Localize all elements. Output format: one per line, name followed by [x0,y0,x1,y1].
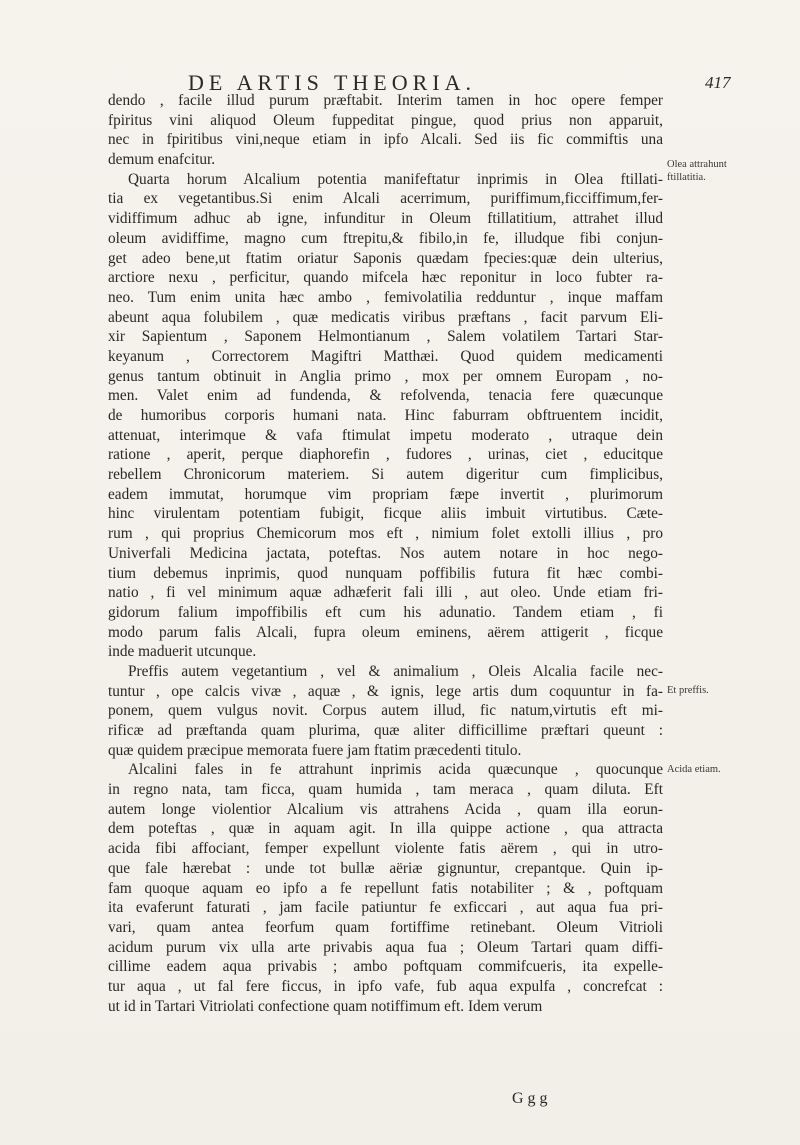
text-line: men. Valet enim ad fundenda, & refolvenda, tenacia fere quæcunque [108,387,663,405]
text-line: xir Sapientum , Saponem Helmontianum , Salem volatilem Tartari Star- [108,328,663,346]
text-line: tia ex vegetantibus.Si enim Alcali acerrimum, puriffimum,ficciffimum,fer- [108,190,663,208]
text-line: nec in fpiritibus vini,neque etiam in ipfo Alcali. Sed iis fic commiftis una [108,131,663,149]
text-line: demum enafcitur. [108,151,216,169]
text-line: Preffis autem vegetantium , vel & animalium , Oleis Alcalia facile nec- [128,662,663,680]
text-line: ponem, quem vulgus novit. Corpus autem illud, fic natum,virtutis eft mi- [108,702,663,720]
text-line: gidorum falium impoffibilis eft cum his adunatio. Tandem etiam , fi [108,603,663,621]
text-line: arctiore nexu , perficitur, quando mifcela hæc reponitur in loco fubter ra- [108,269,663,287]
text-line: neo. Tum enim unita hæc ambo , femivolatilia redduntur , inque maffam [108,288,663,306]
text-line: genus tantum obtinuit in Anglia primo , mox per omnem Europam , no- [108,367,663,385]
text-line: quæ quidem præcipue memorata fuere jam ftatim præcedenti titulo. [108,741,522,759]
margin-note: Acida etiam. [667,764,721,775]
text-line: in regno nata, tam ficca, quam humida , tam meraca , quam diluta. Eft [108,781,663,799]
text-line: hinc virulentam potentiam fubigit, ficque aliis imbuit virtutibus. Cæte- [108,505,663,523]
text-line: attenuat, interimque & vafa ftimulat impetu moderato , utraque dein [108,426,663,444]
text-line: oleum avidiffime, magno cum ftrepitu,& fibilo,in fe, illudque fibi conjun- [108,229,663,247]
text-line: de humoribus corporis humani nata. Hinc faburram obftruentem incidit, [108,407,663,424]
text-line: tium debemus inprimis, quod nunquam poffibilis futura fit hæc combi- [108,564,663,582]
text-line: que fale hærebat : unde tot bullæ aëriæ gignuntur, crepantque. Quin ip- [108,859,663,877]
text-line: cillime eadem aqua privabis ; ambo poftquam commifcueris, ita expelle- [108,958,663,976]
text-line: abeunt aqua folubilem , quæ medicatis viribus præftans , facit parvum Eli- [108,308,663,326]
page-number: 417 [705,73,731,92]
text-line: ratione , aperit, perque diaphorefin , fudores , urinas, ciet , educitque [108,446,663,464]
text-line: fpiritus vini aliquod Oleum fuppeditat pingue, quod prius non apparuit, [108,111,663,129]
text-line: acida fibi affociant, femper expellunt violente fatis aërem , qui in utro- [108,840,663,858]
margin-note: ftillatitia. [667,172,706,183]
text-line: ita evaferunt faturati , jam facile patiuntur fe exficcari , aut aqua fua pri- [108,899,663,917]
text-line: dendo , facile illud purum præftabit. Interim tamen in hoc opere femper [108,92,663,109]
text-line: modo parum falis Alcali, fupra oleum eminens, aërem attigerit , ficque [108,623,663,641]
text-line: vidiffimum adhuc ab igne, infunditur in Oleum ftillatitium, attrahet illud [108,210,663,228]
text-line: dem poteftas , quæ in aquam agit. In illa quippe actione , qua attracta [108,820,663,838]
text-line: rebellem Chronicorum materiem. Si autem digeritur cum fimplicibus, [108,466,663,484]
text-line: ut id in Tartari Vitriolati confectione quam notiffimum eft. Idem verum [108,997,543,1015]
text-line: keyanum , Correctorem Magiftri Matthæi. Quod quidem medicamenti [108,347,663,365]
text-line: Quarta horum Alcalium potentia manifeftatur inprimis in Olea ftillati- [128,170,663,188]
body-text [108,91,663,1016]
text-line: rum , qui proprius Chemicorum mos eft , nimium folet extolli illius , pro [108,525,663,543]
text-line: Alcalini fales in fe attrahunt inprimis acida quæcunque , quocunque [128,761,663,779]
margin-note: Et preffis. [667,685,709,696]
running-title: DE ARTIS THEORIA. [188,70,476,95]
text-line: vari, quam antea feorfum quam fortiffime retinebant. Oleum Vitrioli [108,918,663,936]
text-line: autem longe violentior Alcalium vis attrahens Acida , quam illa eorun- [108,800,663,818]
text-line: get adeo bene,ut ftatim oriatur Saponis quædam fpecies:quæ dein ulterius, [108,249,663,267]
margin-note: Olea attrahunt [667,159,727,170]
text-line: Univerfali Medicina jactata, poteftas. Nos autem notare in hoc nego- [108,544,663,562]
text-line: fam quoque aquam eo ipfo a fe repellunt fatis notabiliter ; & , poftquam [108,879,663,897]
signature-mark: Ggg [512,1090,552,1107]
text-line: eadem immutat, horumque vim propriam fæpe invertit , plurimorum [108,485,663,503]
text-line: rificæ ad præftanda quam plurima, quæ aliter difficillime præftari queunt : [108,722,663,739]
text-line: acidum purum vix ulla arte privabis aqua fua ; Oleum Tartari quam diffi- [108,938,663,956]
text-line: inde maduerit utcunque. [108,643,257,661]
text-line: tuntur , ope calcis vivæ , aquæ , & ignis, lege artis dum coquuntur in fa- [108,682,663,700]
text-line: tur aqua , ut fal fere ficcus, in ipfo vafe, fub aqua expulfa , concrefcat : [108,977,663,995]
text-line: natio , fi vel minimum aquæ adhæferit fali illi , aut oleo. Unde etiam fri- [108,584,663,602]
